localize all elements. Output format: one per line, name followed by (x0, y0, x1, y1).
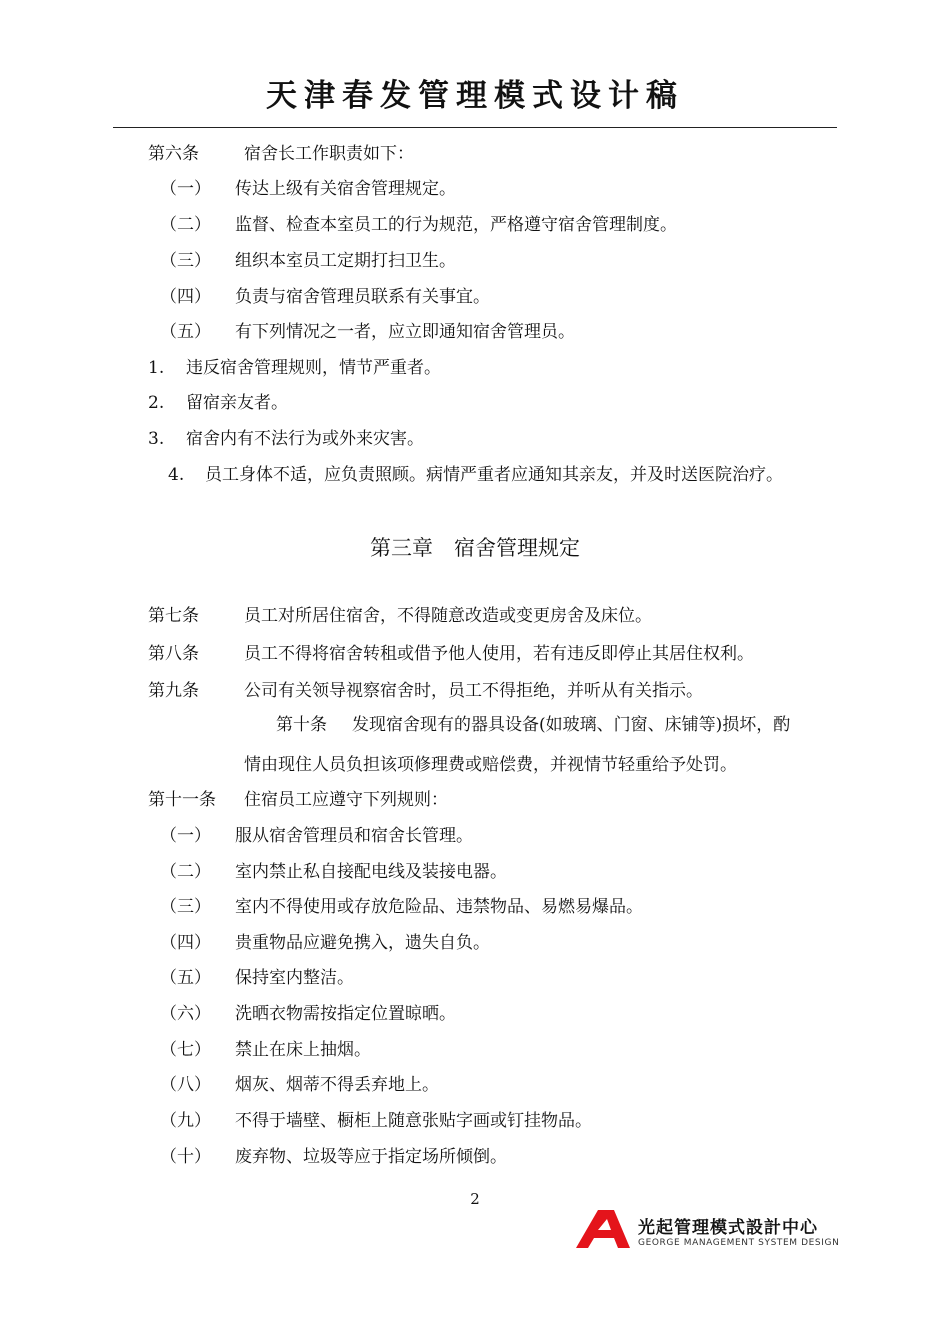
sub-item-text: 违反宿舍管理规则，情节严重者。 (186, 358, 441, 378)
list-item-number: （二） (160, 215, 211, 235)
list-item-number: （三） (160, 251, 211, 271)
list-item-text: 有下列情况之一者，应立即通知宿舍管理员。 (235, 322, 575, 342)
list-item-text: 室内不得使用或存放危险品、违禁物品、易燃易爆品。 (235, 897, 643, 917)
list-item-text: 烟灰、烟蒂不得丢弃地上。 (235, 1075, 439, 1095)
list-item-number: （四） (160, 933, 211, 953)
sub-item-number: 2. (148, 393, 165, 413)
list-item-text: 监督、检查本室员工的行为规范，严格遵守宿舍管理制度。 (235, 215, 677, 235)
list-item-number: （七） (160, 1040, 211, 1060)
list-item-text: 保持室内整洁。 (235, 968, 354, 988)
article-label: 第十一条 (148, 790, 216, 810)
list-item-text: 组织本室员工定期打扫卫生。 (235, 251, 456, 271)
list-item-number: （五） (160, 322, 211, 342)
list-item-text: 室内禁止私自接配电线及装接电器。 (235, 862, 507, 882)
article-text: 公司有关领导视察宿舍时，员工不得拒绝，并听从有关指示。 (244, 681, 703, 701)
article-label: 第十条 (276, 715, 327, 735)
list-item-text: 传达上级有关宿舍管理规定。 (235, 179, 456, 199)
sub-item-number: 1. (148, 358, 165, 378)
list-item-number: （八） (160, 1075, 211, 1095)
article-label: 第六条 (148, 144, 199, 164)
list-item-number: （一） (160, 826, 211, 846)
page-number: 2 (470, 1190, 480, 1208)
list-item-number: （四） (160, 287, 211, 307)
list-item-number: （三） (160, 897, 211, 917)
sub-item-text: 宿舍内有不法行为或外来灾害。 (186, 429, 424, 449)
article-text: 发现宿舍现有的器具设备(如玻璃、门窗、床铺等)损坏，酌 (352, 715, 791, 735)
sub-item-number: 4. (168, 465, 185, 485)
list-item-text: 不得于墙壁、橱柜上随意张贴字画或钉挂物品。 (235, 1111, 592, 1131)
article-text: 员工不得将宿舍转租或借予他人使用，若有违反即停止其居住权利。 (244, 644, 754, 664)
article-label: 第九条 (148, 681, 199, 701)
sub-item-text: 员工身体不适，应负责照顾。病情严重者应通知其亲友，并及时送医院治疗。 (205, 465, 783, 485)
list-item-text: 服从宿舍管理员和宿舍长管理。 (235, 826, 473, 846)
list-item-text: 洗晒衣物需按指定位置晾晒。 (235, 1004, 456, 1024)
list-item-number: （六） (160, 1004, 211, 1024)
company-logo-icon (574, 1208, 632, 1250)
list-item-text: 贵重物品应避免携入，遗失自负。 (235, 933, 490, 953)
article-text: 员工对所居住宿舍，不得随意改造或变更房舍及床位。 (244, 606, 652, 626)
header-rule (113, 127, 837, 128)
list-item-number: （一） (160, 179, 211, 199)
list-item-number: （十） (160, 1147, 211, 1167)
page-title: 天津春发管理模式设计稿 (266, 78, 684, 114)
list-item-number: （二） (160, 862, 211, 882)
company-name-cn: 光起管理模式設計中心 (638, 1218, 818, 1238)
list-item-text: 负责与宿舍管理员联系有关事宜。 (235, 287, 490, 307)
company-name-en: GEORGE MANAGEMENT SYSTEM DESIGN (638, 1238, 840, 1248)
chapter-heading: 第三章 宿舍管理规定 (370, 536, 580, 560)
sub-item-text: 留宿亲友者。 (186, 393, 288, 413)
list-item-number: （五） (160, 968, 211, 988)
list-item-number: （九） (160, 1111, 211, 1131)
sub-item-number: 3. (148, 429, 165, 449)
list-item-text: 废弃物、垃圾等应于指定场所倾倒。 (235, 1147, 507, 1167)
article-label: 第八条 (148, 644, 199, 664)
article-text: 宿舍长工作职责如下： (244, 144, 414, 164)
article-text: 住宿员工应遵守下列规则： (244, 790, 448, 810)
article-text-continued: 情由现住人员负担该项修理费或赔偿费，并视情节轻重给予处罚。 (244, 755, 737, 775)
article-label: 第七条 (148, 606, 199, 626)
list-item-text: 禁止在床上抽烟。 (235, 1040, 371, 1060)
